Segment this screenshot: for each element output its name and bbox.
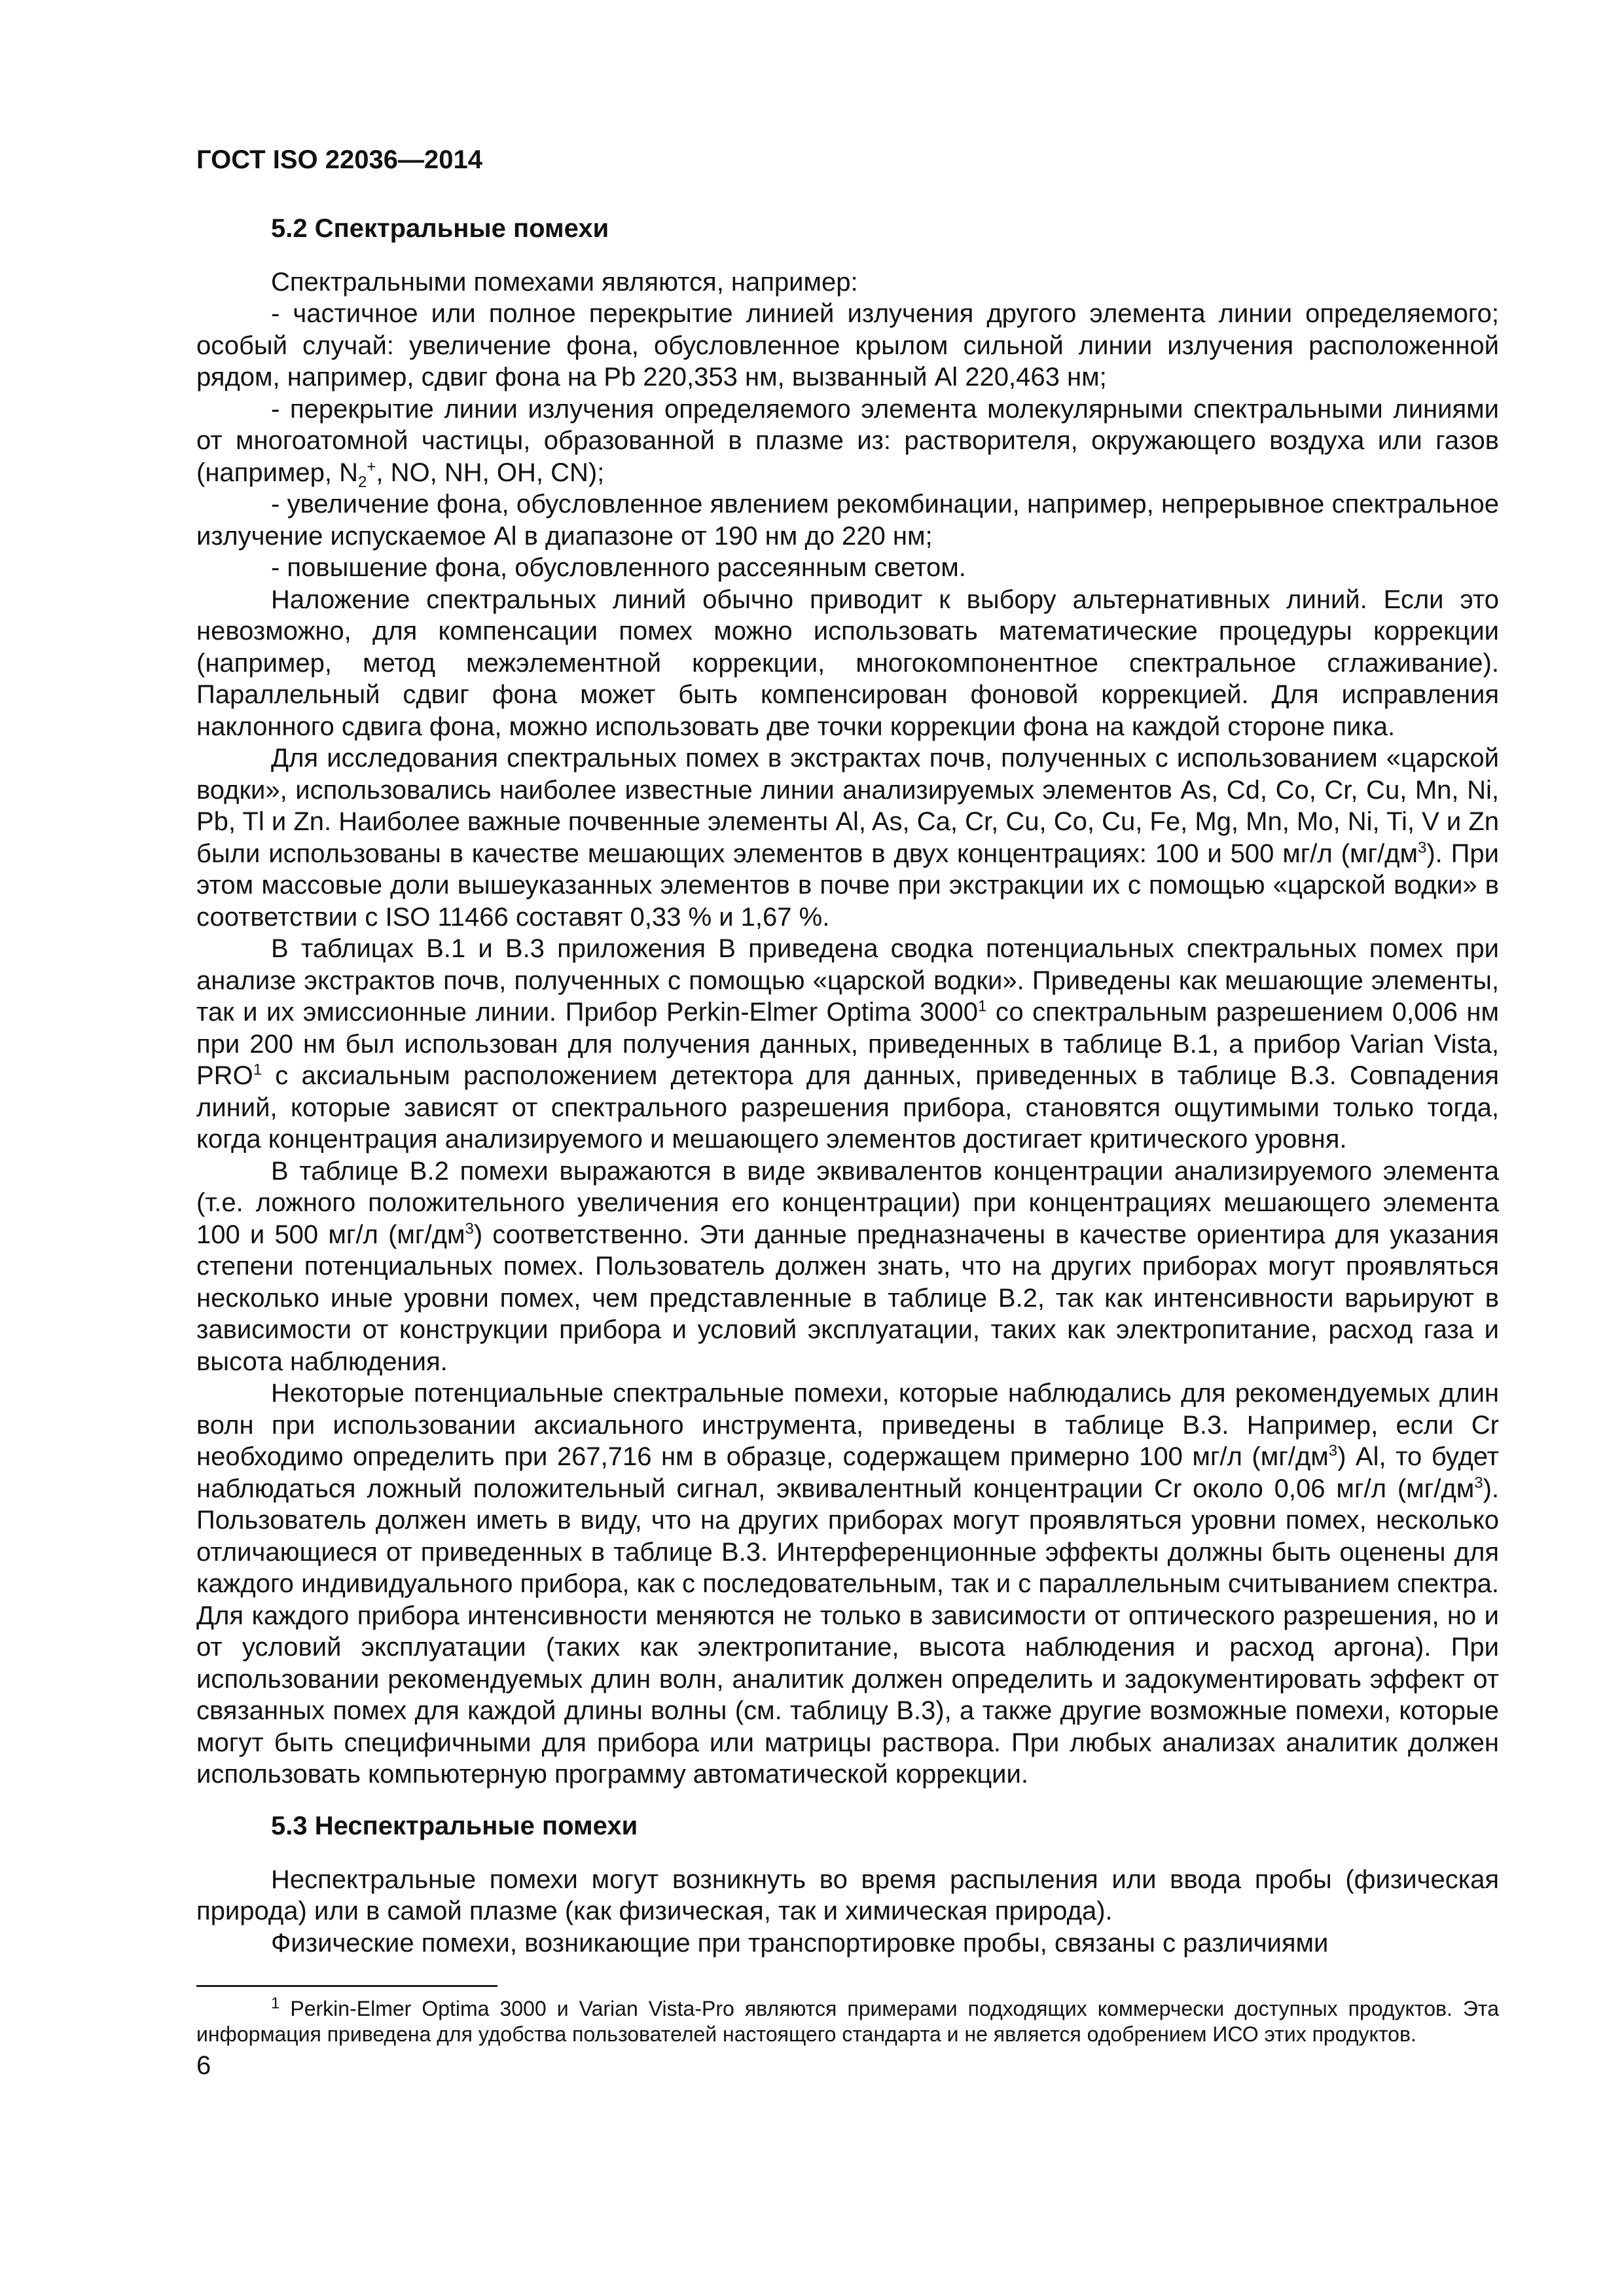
paragraph: Некоторые потенциальные спектральные помехи, которые наблюдались для рекомендуемых длин волн при использовании аксиального инструмента, приведены в таблице В.3. Например, если Cr необходимо определить при 267,716 нм в образце, содержащем примерно 100 мг/л $(мг/дм^3)$ Al, то будет наблюдаться ложный положительный сигнал, эквивалентный концентрации Cr около 0,06 мг/л $(мг/дм^3)$. Пользователь должен иметь в виду, что на других приборах могут проявляться уровни помех, несколько отличающиеся от приведенных в таблице В.3. Интерференционные эффекты должны быть оценены для каждого индивидуального прибора, как с последовательным, так и с параллельным считыванием спектра. Для каждого прибора интенсивности меняются не только в зависимости от оптического разрешения, но и от условий эксплуатации (таких как электропитание, высота наблюдения и расход аргона). При использовании рекомендуемых длин волн, аналитик должен определить и задокументировать эффект от связанных помех для каждой длины волны (см. таблицу В.3), а также другие возможные помехи, которые могут быть специфичными для прибора или матрицы раствора. При любых анализах аналитик должен использовать компьютерную программу автоматической коррекции. [196,1379,1500,1789]
paragraph: Физические помехи, возникающие при транспортировке пробы, связаны с различиями [271,1928,1329,1958]
list-item: - частичное или полное перекрытие линией излучения другого элемента линии определяемого; особый случай: увеличение фона, обусловленное крылом сильной линии излучения расположенной рядом, например, сдвиг фона на Pb 220,353 нм, вызванный Al 220,463 нм; [196,299,1499,392]
paragraph: Неспектральные помехи могут возникнуть во время распыления или ввода пробы (физическая природа) или в самой плазме (как физическая, так и химическая природа). [196,1865,1499,1925]
footnote-divider [196,1985,497,1987]
section-5-2-title: 5.2 Спектральные помехи [271,213,609,243]
paragraph: Наложение спектральных линий обычно приводит к выбору альтернативных линий. Если это невозможно, для компенсации помех можно использовать математические процедуры коррекции (например, метод межэлементной коррекции, многокомпонентное спектральное сглаживание). Параллельный сдвиг фона может быть компенсирован фоновой коррекцией. Для исправления наклонного сдвига фона, можно использовать две точки коррекции фона на каждой стороне пика. [196,585,1499,741]
document-header: ГОСТ ISO 22036—2014 [196,145,482,174]
paragraph: В таблице В.2 помехи выражаются в виде эквивалентов концентрации анализируемого элемента (т.е. ложного положительного увеличения его концентрации) при концентрациях мешающего элемента 100 и 500 мг/л $(мг/дм^3)$ соответственно. Эти данные предназначены в качестве ориентира для указания степени потенциальных помех. Пользователь должен знать, что на других приборах могут проявляться несколько иные уровни помех, чем представленные в таблице В.2, так как интенсивности варьируют в зависимости от конструкции прибора и условий эксплуатации, таких как электропитание, расход газа и высота наблюдения. [196,1156,1499,1376]
paragraph: Для исследования спектральных помех в экстрактах почв, полученных с использованием «царской водки», использовались наиболее известные линии анализируемых элементов As, Cd, Co, Cr, Cu, Mn, Ni, Pb, Tl и Zn. Наиболее важные почвенные элементы Al, As, Ca, Cr, Cu, Co, Cu, Fe, Mg, Mn, Mo, Ni, Ti, V и Zn были использованы в качестве мешающих элементов в двух концентрациях: 100 и 500 мг/л $(мг/дм^3)$. При этом массовые доли вышеуказанных элементов в почве при экстракции их с помощью «царской водки» в соответствии с ISO 11466 составят 0,33 % и 1,67 %. [196,744,1500,932]
document-page [196,144,1499,2082]
section-5-3-title: 5.3 Неспектральные помехи [271,1811,638,1840]
paragraph: В таблицах В.1 и В.3 приложения В приведена сводка потенциальных спектральных помех при анализе экстрактов почв, полученных с помощью «царской водки». Приведены как мешающие элементы, так и их эмиссионные линии. Прибор Perkin-Elmer Optima 3000$^1$ со спектральным разрешением 0,006 нм при 200 нм был использован для получения данных, приведенных в таблице В.1, а прибор Varian Vista, PRO$^1$ с аксиальным расположением детектора для данных, приведенных в таблице В.3. Совпадения линий, которые зависят от спектрального разрешения прибора, становятся ощутимыми только тогда, когда концентрация анализируемого и мешающего элементов достигает критического уровня. [196,934,1500,1154]
section-5-2-intro: Спектральными помехами являются, например: [271,267,858,297]
list-item: - перекрытие линии излучения определяемого элемента молекулярными спектральными линиями от многоатомной частицы, образованной в плазме из: растворителя, окружающего воздуха или газов (например, $N_2^+$, NO, NH, OH, CN); [196,394,1499,491]
list-item: - увеличение фона, обусловленное явлением рекомбинации, например, непрерывное спектральное излучение испускаемое Al в диапазоне от 190 нм до 220 нм; [196,490,1499,551]
page-number: 6 [196,2051,211,2080]
list-item: - повышение фона, обусловленного рассеянным светом. [271,553,966,582]
footnote: $^1$ Perkin-Elmer Optima 3000 и Varian Vista-Pro являются примерами подходящих коммерчески доступных продуктов. Эта информация приведена для удобства пользователей настоящего стандарта и не является одобрением ИСО этих продуктов. [196,1994,1499,2046]
